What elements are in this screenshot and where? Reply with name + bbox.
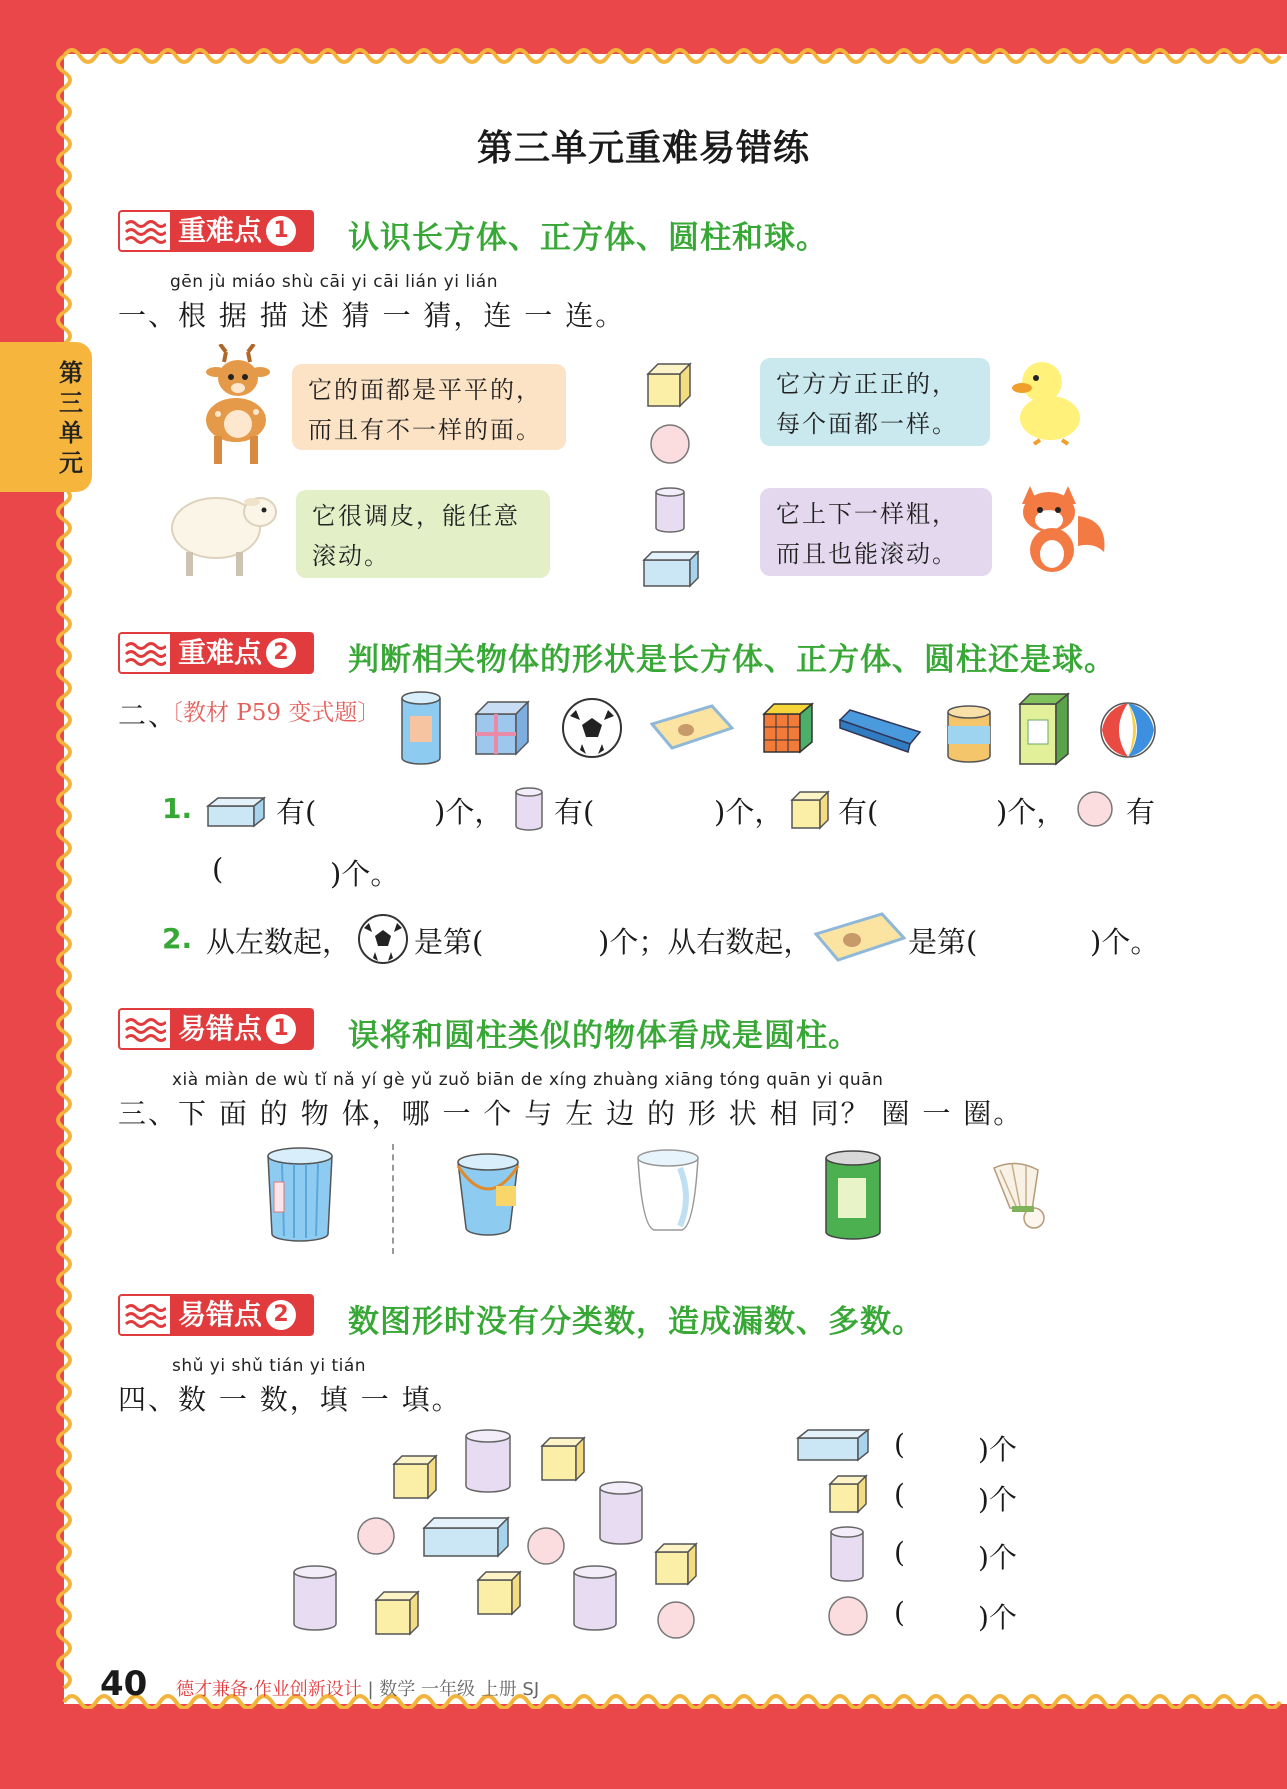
shuttlecock-item[interactable] — [986, 1158, 1058, 1232]
cylinder-shape — [652, 486, 688, 534]
badge-label: 易错点 — [178, 1012, 263, 1045]
answer-blank-sphere[interactable] — [240, 880, 320, 884]
tea-can-item[interactable] — [822, 1150, 884, 1240]
section3-pinyin: xià miàn de wù tǐ nǎ yí gè yǔ zuǒ biān de xíng zhuàng xiāng tóng quān yi quān — [172, 1070, 884, 1090]
sphere-shape — [648, 422, 692, 466]
blank-close: )个， — [996, 795, 1066, 829]
bubble-sheep — [296, 490, 550, 578]
blank-open: 有( — [838, 795, 879, 829]
section4-description: 数图形时没有分类数，造成漏数、多数。 — [348, 1304, 924, 1340]
section1-badge — [118, 210, 314, 252]
cylinder-icon — [514, 786, 544, 832]
count-close: )个 — [978, 1483, 1017, 1516]
count-open: ( — [894, 1536, 905, 1569]
fox-illustration — [1012, 476, 1108, 578]
footer-separator: | — [367, 1679, 380, 1700]
count-open: ( — [894, 1478, 905, 1511]
wave-icon — [124, 218, 166, 246]
bubble-line: 它方方正正的， — [776, 370, 958, 398]
count-open: ( — [894, 1596, 905, 1629]
wave-icon — [124, 1302, 166, 1330]
sheep-illustration — [160, 476, 284, 580]
section3-question: 三、下 面 的 物 体，哪 一 个 与 左 边 的 形 状 相 同？ 圈 一 圈。 — [118, 1097, 1024, 1130]
cylinder — [294, 1566, 336, 1630]
pencil-box-icon — [814, 910, 906, 968]
count-input-cuboid[interactable] — [916, 1456, 976, 1460]
section1-question: 一、根 据 描 述 猜 一 猜，连 一 连。 — [118, 299, 626, 332]
count-cuboid-icon — [796, 1428, 870, 1462]
section2-description: 判断相关物体的形状是长方体、正方体、圆柱还是球。 — [348, 642, 1116, 678]
count-from-left: 从左数起， — [206, 925, 352, 959]
section2-question-prefix: 二、 — [118, 699, 179, 732]
bubble-duckling — [760, 358, 990, 446]
cup-item[interactable] — [632, 1148, 704, 1238]
bubble-fox — [760, 488, 992, 576]
shape-cluster — [286, 1428, 706, 1654]
cylinder — [466, 1430, 510, 1492]
cylinder — [600, 1482, 642, 1544]
page-title: 第三单元重难易错练 — [476, 128, 810, 169]
section3-description: 误将和圆柱类似的物体看成是圆柱。 — [348, 1018, 860, 1054]
answer-blank-cube[interactable] — [890, 818, 986, 822]
cube — [376, 1592, 418, 1634]
answer-blank-pencil-box-position[interactable] — [990, 948, 1080, 952]
sphere-icon — [1076, 790, 1114, 828]
duckling-illustration — [1010, 356, 1086, 446]
count-sphere-icon — [826, 1594, 870, 1638]
gift-box-item — [472, 696, 534, 758]
cylinder — [574, 1566, 616, 1630]
badge-number: 1 — [266, 1014, 296, 1044]
count-input-sphere[interactable] — [916, 1624, 976, 1628]
deer-illustration — [186, 344, 282, 468]
bubble-line: 而且有不一样的面。 — [308, 416, 542, 444]
bubble-line: 它很调皮，能任意 — [312, 502, 520, 530]
badge-label: 重难点 — [178, 214, 263, 247]
badge-number: 1 — [266, 216, 296, 246]
you-text: 有 — [1126, 795, 1156, 829]
section2-badge — [118, 632, 314, 674]
cuboid — [424, 1518, 508, 1556]
blank-close: )个， — [714, 795, 784, 829]
bubble-line: 滚动。 — [312, 542, 390, 570]
can-item — [396, 690, 446, 766]
cube — [478, 1572, 520, 1614]
page-number: 40 — [100, 1664, 148, 1704]
blank-open: ( — [212, 852, 224, 886]
badge-number: 2 — [266, 638, 296, 668]
bubble-line: 而且也能滚动。 — [776, 540, 958, 568]
answer-blank-ball-position[interactable] — [500, 948, 592, 952]
cube — [394, 1456, 436, 1498]
footer-info: 数学 一年级 上册 SJ — [379, 1679, 540, 1700]
badge-label: 重难点 — [178, 636, 263, 669]
count-unit: )个。 — [1090, 925, 1160, 959]
subquestion-2-number: 2. — [162, 922, 193, 955]
sphere — [658, 1602, 694, 1638]
beach-ball-item — [1098, 700, 1158, 760]
subquestion-1-number: 1. — [162, 792, 193, 825]
unit-tab-label: 第三单元 — [59, 359, 83, 477]
count-close: )个 — [978, 1541, 1017, 1574]
section1-description: 认识长方体、正方体、圆柱和球。 — [348, 220, 828, 256]
answer-blank-cuboid[interactable] — [330, 818, 426, 822]
wave-icon — [124, 1016, 166, 1044]
badge-number: 2 — [266, 1300, 296, 1330]
count-cylinder-icon — [828, 1526, 866, 1582]
bubble-line: 每个面都一样。 — [776, 410, 958, 438]
cuboid-shape — [642, 550, 700, 588]
tin-can-item — [944, 704, 994, 764]
count-cube-icon — [828, 1474, 868, 1514]
divider — [392, 1144, 394, 1254]
section4-pinyin: shǔ yi shǔ tián yi tián — [172, 1356, 367, 1376]
cube — [542, 1438, 584, 1480]
section3-badge — [118, 1008, 314, 1050]
count-close: )个 — [978, 1601, 1017, 1634]
soccer-ball-icon — [356, 912, 410, 966]
blank-open: 有( — [554, 795, 595, 829]
soccer-ball-item — [560, 696, 624, 760]
cube-icon — [790, 790, 830, 830]
count-input-cube[interactable] — [916, 1506, 976, 1510]
sphere — [528, 1528, 564, 1564]
blank-close: )个。 — [330, 857, 400, 891]
bubble-line: 它上下一样粗， — [776, 500, 958, 528]
pencil-box-item — [650, 702, 734, 754]
tea-box-item — [1016, 690, 1074, 766]
cuboid-icon — [206, 796, 266, 828]
bubble-line: 它的面都是平平的， — [308, 376, 542, 404]
blank-close: )个， — [434, 795, 504, 829]
textbook-reference: 〔教材 P59 变式题〕 — [160, 700, 381, 726]
count-from-right: )个；从右数起， — [598, 925, 813, 959]
toothpaste-box-item — [838, 706, 922, 754]
bubble-deer — [292, 364, 566, 450]
wave-icon — [124, 640, 166, 668]
section4-question: 四、数 一 数，填 一 填。 — [118, 1383, 462, 1416]
section1-pinyin: gēn jù miáo shù cāi yi cāi lián yi lián — [170, 272, 498, 292]
footer-brand: 德才兼备·作业创新设计 — [176, 1679, 362, 1700]
cube — [656, 1544, 696, 1584]
answer-blank-cylinder[interactable] — [606, 818, 702, 822]
blank-open: 有( — [276, 795, 317, 829]
footer — [176, 1675, 539, 1701]
count-open: ( — [894, 1428, 905, 1461]
badge-label: 易错点 — [178, 1298, 263, 1331]
bucket-item[interactable] — [452, 1152, 524, 1238]
rubik-cube-item — [760, 700, 816, 756]
sphere — [358, 1518, 394, 1554]
count-input-cylinder[interactable] — [916, 1564, 976, 1568]
section4-badge — [118, 1294, 314, 1336]
waste-bin-item — [262, 1146, 338, 1244]
count-close: )个 — [978, 1433, 1017, 1466]
position-label: 是第( — [414, 925, 484, 959]
cube-shape — [644, 362, 694, 410]
position-label: 是第( — [908, 925, 978, 959]
